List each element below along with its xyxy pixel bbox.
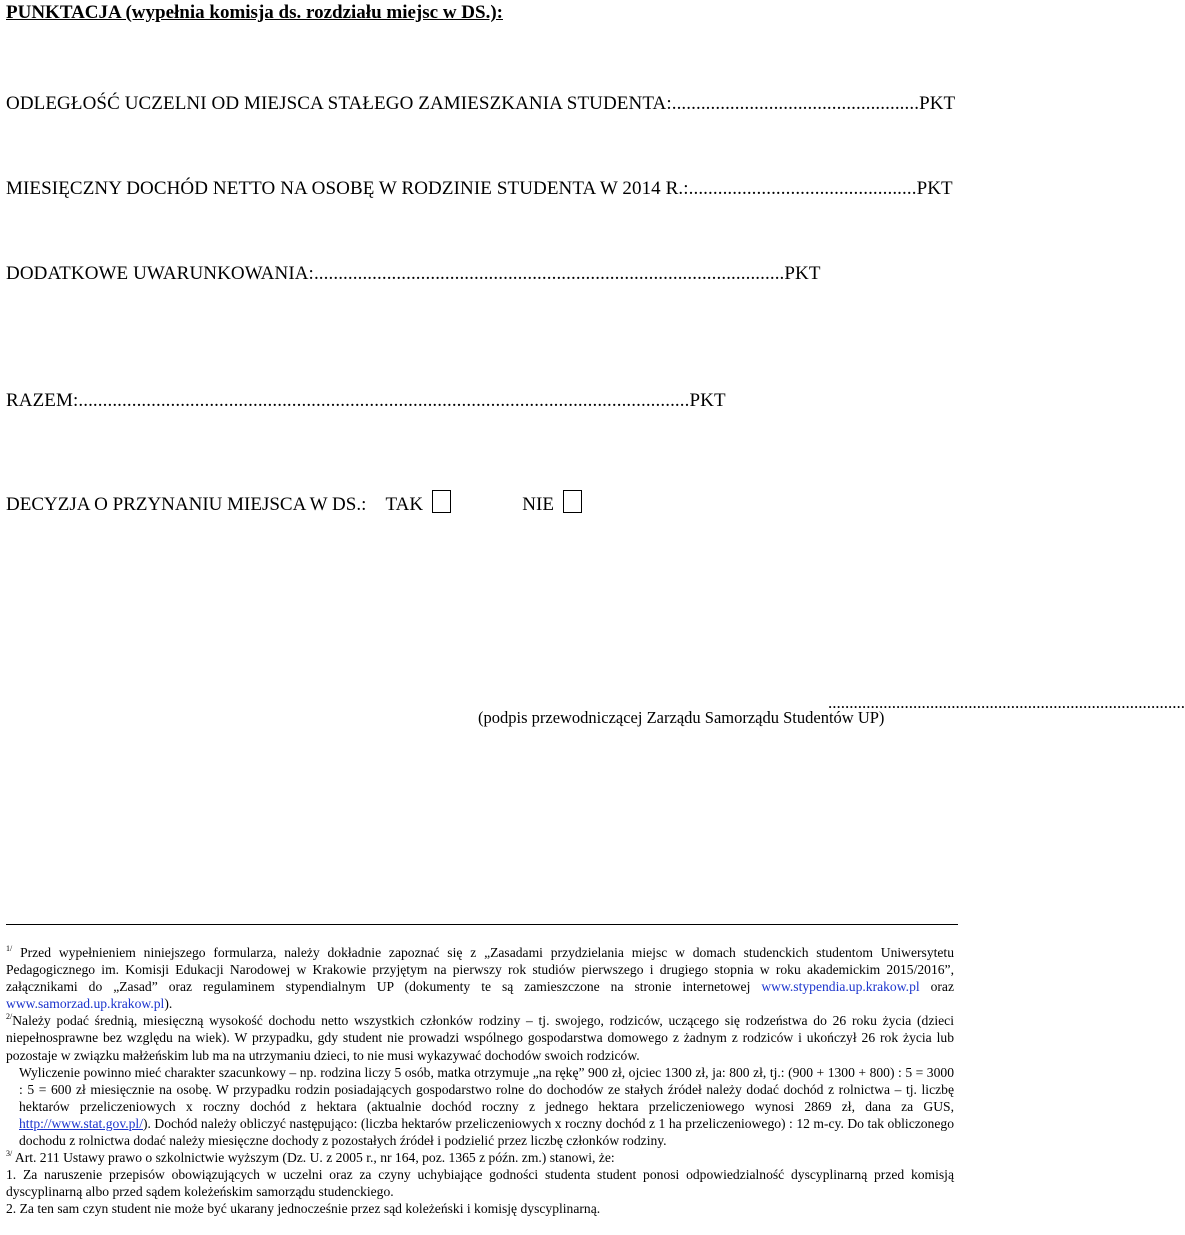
decision-yes-label: TAK <box>385 494 424 515</box>
footnote-3-item-1: 1. Za naruszenie przepisów obowiązujących w uczelni oraz za czyny uchybiające godności studenta student ponosi odpowiedzialność dyscyplinarną przed komisją dyscyplinarną albo przed sądem koleżeńskim samorządu studenckiego. <box>6 1167 954 1200</box>
decision-label: DECYZJA O PRZYNANIU MIEJSCA W DS.: <box>6 494 367 515</box>
footnote-3 <box>6 1149 954 1166</box>
footnote-2 <box>6 1012 954 1063</box>
distance-score-line: ODLEGŁOŚĆ UCZELNI OD MIEJSCA STAŁEGO ZAMIESZKANIA STUDENTA:...................................................PKT <box>6 93 956 114</box>
footnote-3-intro: Art. 211 Ustawy prawo o szkolnictwie wyższym (Dz. U. z 2005 r., nr 164, poz. 1365 z późn. zm.) stanowi, że: <box>14 1150 615 1166</box>
footnote-2-text: Należy podać średnią, miesięczną wysokość dochodu netto wszystkich członków rodziny – tj. swojego, rodziców, uczącego się rodzeństwa do 26 roku życia (dzieci niepełnosprawne bez względu na wiek). W przypadku, gdy student nie prowadzi wspólnego gospodarstwa domowego z żadnym z rodziców i ukończył 26 rok życia lub pozostaje w związku małżeńskim lub ma na utrzymaniu dzieci, to nie musi wykazywać dochodów swoich rodziców. <box>6 1013 954 1063</box>
gus-link[interactable]: http://www.stat.gov.pl/ <box>19 1115 143 1131</box>
stypendia-link[interactable]: www.stypendia.up.krakow.pl <box>761 979 920 995</box>
income-score-line: MIESIĘCZNY DOCHÓD NETTO NA OSOBĘ W RODZINIE STUDENTA W 2014 R.:...............................................PKT <box>6 178 953 199</box>
signature-label: (podpis przewodniczącej Zarządu Samorządu Studentów UP) <box>478 708 885 727</box>
footnote-divider <box>6 924 958 925</box>
decision-row <box>6 490 582 516</box>
decision-no-label: NIE <box>522 494 554 515</box>
decision-no-checkbox[interactable] <box>563 490 582 513</box>
footnote-1-end: ). <box>164 996 173 1012</box>
footnote-2-calc-end: ). Dochód należy obliczyć następująco: (liczba hektarów przeliczeniowych x roczny dochód z 1 ha przeliczeniowego) : 12 m-cy. Do tak obliczonego dochodu z rolnictwa dodać należy miesięczne dochody z pozostałych źródeł i podzielić przez liczbę członków rodziny. <box>19 1115 954 1149</box>
footnote-1-text: Przed wypełnieniem niniejszego formularza, należy dokładnie zapoznać się z „Zasadami przydzielania miejsc w domach studenckich studentom Uniwersytetu Pedagogicznego im. Komisji Edukacji Narodowej w Krakowie przyjętym na pierwszy rok studiów pierwszego i drugiego stopnia w roku akademickim 2015/2016”, załącznikami do „Zasad” oraz regulaminem stypendialnym UP (dokumenty te są zamieszczone na stronie internetowej <box>6 945 955 995</box>
footnote-1 <box>6 944 954 1012</box>
additional-conditions-score-line: DODATKOWE UWARUNKOWANIA:.................................................................................................PKT <box>6 263 821 284</box>
footnote-3-mark: 3/ <box>6 1149 13 1159</box>
footnotes <box>6 944 954 1218</box>
footnote-3-item-2: 2. Za ten sam czyn student nie może być ukarany jednocześnie przez sąd koleżeński i komisję dyscyplinarną. <box>6 1201 601 1217</box>
signature-line: .................................................................................... <box>828 693 1185 712</box>
footnote-1-join: oraz <box>930 979 955 995</box>
footnote-1-mark: 1/ <box>6 944 13 953</box>
samorzad-link[interactable]: www.samorzad.up.krakow.pl <box>6 996 165 1012</box>
total-score-line: RAZEM:..............................................................................................................................PKT <box>6 390 726 411</box>
decision-yes-checkbox[interactable] <box>432 490 451 513</box>
footnote-2-calculation <box>6 1064 954 1149</box>
footnote-2-mark: 2/ <box>6 1012 13 1022</box>
scoring-heading: PUNKTACJA (wypełnia komisja ds. rozdziału miejsc w DS.): <box>6 2 503 23</box>
footnote-2-calc-text: Wyliczenie powinno mieć charakter szacunkowy – np. rodzina liczy 5 osób, matka otrzymuje „na rękę” 900 zł, ojciec 1300 zł, ja: 800 zł, tj.: (900 + 1300 + 800) : 5 = 3000 : 5 = 600 zł miesięcznie na osobę. W przypadku rodzin posiadających gospodarstwo rolne do dochodów ze stałych źródeł należy dodać dochód z rolnictwa – tj. liczbę hektarów przeliczeniowych x roczny dochód z hektara (aktualnie dochód roczny z jednego hektara przeliczeniowego wynosi 2869 zł, dana za GUS, <box>19 1064 954 1114</box>
